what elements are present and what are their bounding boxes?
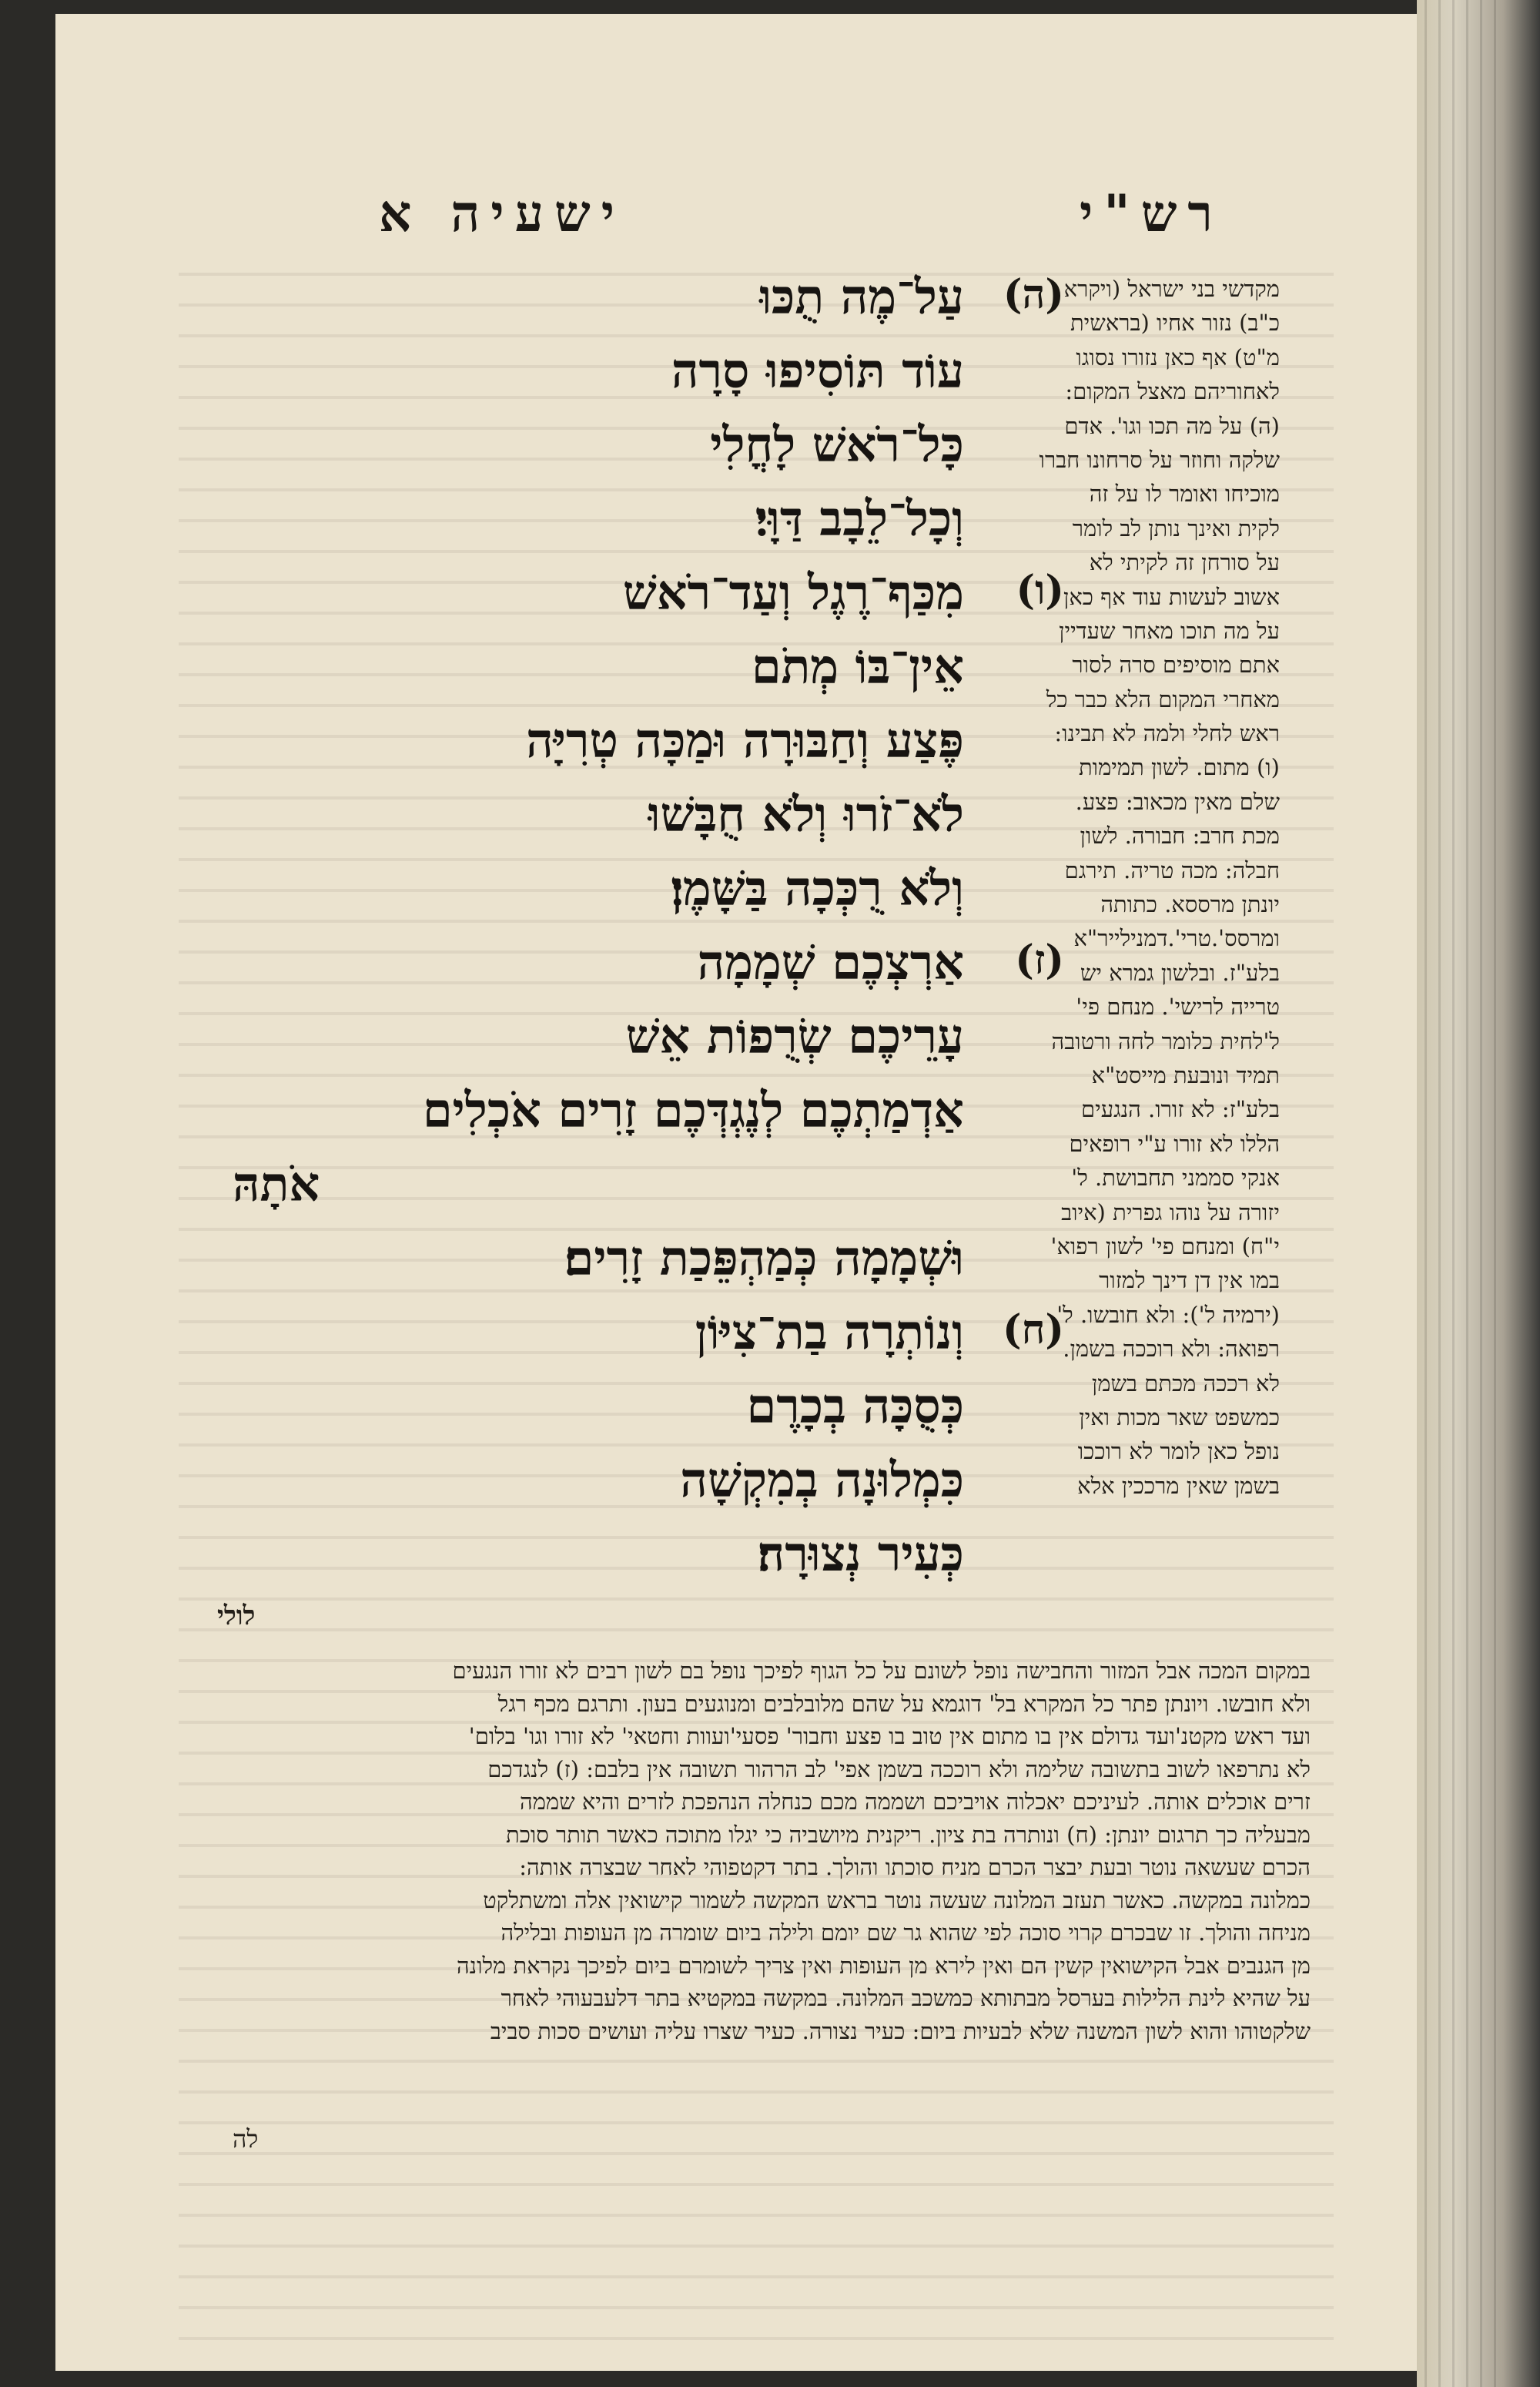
- verse-number: (ה): [1003, 271, 1064, 318]
- verse-text: כְּעִיר נְצוּרָה׃: [757, 1526, 964, 1582]
- verse-line: [171, 1443, 964, 1517]
- rashi-line: יונתן מרססא. כתותה: [1100, 891, 1280, 918]
- verse-text: עַל־מֶה תֻכּוּ: [759, 269, 964, 325]
- verse-text: וּשְׁמָמָה כְּמַהְפֵּכַת זָרִים׃: [564, 1230, 964, 1286]
- verse-line: [171, 334, 964, 408]
- page-edges: [1424, 0, 1502, 2387]
- rashi-line: כמשפט שאר מכות ואין: [1079, 1403, 1280, 1430]
- verse-line: [171, 482, 964, 556]
- commentary-line: מן הגנבים אבל הקישואין קשין הם ואין לירא מן העופות ואין צריך לשומרם ביום לפיכך נקראת מלונה: [457, 1952, 1311, 1979]
- rashi-line: י"ח) ומנחם פי' לשון רפוא': [1050, 1232, 1280, 1259]
- verse-line: [171, 408, 964, 482]
- rashi-line: טרייה לרישי'. מנחם פי': [1076, 994, 1280, 1021]
- verse-number: (ו): [1016, 567, 1064, 614]
- commentary-continuation: [132, 1654, 1311, 2047]
- commentary-line: כמלונה במקשה. כאשר תעזב המלונה שעשה נוטר בראש המקשה לשמור קישואין אלה ומשתלקט: [483, 1886, 1311, 1913]
- verse-text: אַדְמַתְכֶם לְנֶגְדְּכֶם זָרִים אֹכְלִים: [422, 1082, 964, 1138]
- verse-text: אַרְצְכֶם שְׁמָמָה: [697, 934, 964, 991]
- rashi-line: ומרסס'.טרי'.דמנילייר"א: [1073, 925, 1280, 952]
- verse-line: [171, 1148, 964, 1222]
- rashi-line: לקית ואינך נותן לב לומר: [1072, 515, 1280, 541]
- verse-line: [171, 260, 1064, 334]
- verse-column: [171, 260, 1080, 1591]
- verse-text: וְכָל־לֵבָב דַּוָּי׃: [755, 491, 964, 547]
- verse-line: [171, 1074, 964, 1148]
- rashi-line: (ו) מתום. לשון תמימות: [1079, 754, 1280, 781]
- verse-text: כִּמְלוּנָה בְמִקְשָׁה: [680, 1452, 964, 1508]
- running-header-book: ישעיה א: [379, 183, 626, 243]
- final-catchword: לה: [233, 2124, 259, 2154]
- rashi-line: רפואה: ולא רוככה בשמן.: [1063, 1336, 1280, 1363]
- verse-text: עָרֵיכֶם שְׂרֻפוֹת אֵשׁ: [625, 1008, 964, 1064]
- rashi-line: לא רככה מכתם בשמן: [1091, 1370, 1280, 1396]
- verse-line: [171, 1370, 964, 1443]
- verse-text: מִכַּף־רֶגֶל וְעַד־רֹאשׁ: [622, 565, 964, 621]
- verse-line: [171, 926, 1064, 1000]
- rashi-line: ל'לחית כלומר לחה ורטובה: [1051, 1028, 1280, 1054]
- rashi-line: (ה) על מה תכו וגו'. אדם: [1064, 412, 1280, 439]
- verse-number: (ז): [1015, 937, 1064, 984]
- rashi-line: מ"ט) אף כאן נזורו נסוגו: [1076, 344, 1280, 370]
- verse-text: פֶּצַע וְחַבּוּרָה וּמַכָּה טְרִיָּה: [526, 712, 964, 769]
- commentary-line: מניחה והולך. זו שבכרם קרוי סוכה לפי שהוא גר שם יומם ולילה ביום שומרה מן העופות ובלילה: [500, 1919, 1311, 1946]
- running-header-commentary: רש"י: [1080, 183, 1224, 243]
- rashi-line: על מה תוכו מאחר שעדיין: [1059, 617, 1280, 644]
- rashi-commentary-column: [1026, 272, 1280, 1503]
- verse-text: כְּסֻכָּה בְכָרֶם: [746, 1378, 964, 1434]
- rashi-line: מאחרי המקום הלא כבר כל: [1046, 686, 1280, 712]
- verse-text: וְלֹא רֻכְּכָה בַּשָּׁמֶן׃: [671, 860, 964, 917]
- rashi-line: יזורה על נוהו גפרית (איוב: [1061, 1199, 1280, 1225]
- rashi-line: תמיד ונובעת מייסט"א: [1091, 1061, 1280, 1088]
- rashi-line: בשמן שאין מרככין אלא: [1077, 1472, 1280, 1499]
- rashi-line: בלע"ז. ובלשון גמרא יש: [1080, 959, 1280, 986]
- rashi-line: ראש לחלי ולמה לא תבינו:: [1054, 720, 1280, 747]
- commentary-line: ועד ראש מקטנ'ועד גדולם אין בו מתום אין טוב בו פצע וחבור' פסעי'ועוות וחטאי' לא זורו וגו' בלום': [468, 1723, 1311, 1749]
- commentary-line: זרים אוכלים אותה. לעיניכם יאכלוה אויביכם ושממה מכם כנחלה הנהפכת לזרים והיא שממה: [520, 1789, 1311, 1815]
- rashi-line: במו אין דן דינך למזור: [1099, 1267, 1280, 1294]
- verse-line: [171, 704, 964, 778]
- rashi-line: (ירמיה ל'): ולא חובשו. ל': [1056, 1301, 1280, 1328]
- rashi-line: מכת חרב: חבורה. לשון: [1080, 823, 1280, 850]
- rashi-line: נופל כאן לומר לא רוככו: [1077, 1438, 1280, 1465]
- rashi-line: אשוב לעשות עוד אף כאן: [1063, 583, 1280, 610]
- verse-line: [171, 852, 964, 926]
- verse-number: (ח): [1003, 1306, 1064, 1353]
- verse-line: [171, 1517, 964, 1591]
- verse-text: לֹא־זֹרוּ וְלֹא חֻבָּשׁוּ: [648, 786, 964, 843]
- verse-text: עוֹד תּוֹסִיפוּ סָרָה: [671, 343, 964, 399]
- verse-text: כָּל־רֹאשׁ לָחֳלִי: [710, 417, 964, 473]
- verse-text: אֵין־בּוֹ מְתֹם: [751, 639, 964, 695]
- rashi-line: אתם מוסיפים סרה לסור: [1072, 652, 1280, 679]
- commentary-line: במקום המכה אבל המזור והחבישה נופל לשונם על כל הגוף לפיכך נופל בם לשון רבים לא זורו הנגעים: [452, 1658, 1311, 1684]
- rashi-line: לאחוריהם מאצל המקום:: [1065, 378, 1280, 405]
- verse-line: [171, 1000, 964, 1074]
- rashi-line: מקדשי בני ישראל (ויקרא: [1063, 276, 1280, 302]
- rashi-line: כ"ב) נזור אחיו (בראשית: [1070, 310, 1280, 337]
- commentary-line: לא נתרפאו לשוב בתשובה שלימה ולא רוככה בשמן אפי' לב הרהור תשובה אין בלבם: (ז) לנגדכם: [487, 1755, 1311, 1782]
- rashi-line: חבלה: מכה טריה. תירגם: [1064, 857, 1280, 883]
- verse-text: וְנוֹתְרָה בַת־צִיּוֹן: [695, 1304, 964, 1360]
- commentary-line: שלקטוהו והוא לשון המשנה שלא לבעיות ביום: כעיר נצורה. כעיר שצרו עליה ועושים סכות סביב: [490, 2017, 1311, 2044]
- commentary-line: מבעליה כך תרגום יונתן: (ח) ונותרה בת ציון. ריקנית מיושביה כי יגלו מתוכה כאשר תותר סוכת: [506, 1821, 1311, 1848]
- verse-line: [171, 1296, 1064, 1370]
- rashi-line: על סורחן זה לקיתי לא: [1089, 549, 1280, 576]
- rashi-line: בלע"ז: לא זורו. הנגעים: [1081, 1096, 1280, 1123]
- commentary-line: על שהיא לינת הלילות בערסל מבתותא כמשכב המלונה. במקשה במקטיא בתר דלעבעוהי לאחר: [500, 1985, 1311, 2011]
- rashi-line: מוכיחו ואומר לו על זה: [1089, 481, 1280, 508]
- rashi-line: אנקי סממני תחבושת. ל': [1071, 1165, 1280, 1192]
- verse-line: [171, 778, 964, 852]
- rashi-line: שלם מאין מכאוב: פצע.: [1075, 788, 1280, 815]
- commentary-line: ולא חובשו. ויונתן פתר כל המקרא בל' דוגמא על שהם מלובלבים ומנוגעים בעון. ותרגם מכף רגל: [497, 1690, 1311, 1717]
- commentary-line: הכרם שעשאה נוטר ובעת יבצר הכרם מניח סוכתו והולך. בתר דקטפוהי לאחר שבצרה אותה:: [519, 1854, 1311, 1880]
- book-page: [55, 14, 1472, 2371]
- verse-line: [171, 630, 964, 704]
- verse-line: [171, 556, 1064, 630]
- catchword: לולי: [217, 1601, 256, 1631]
- verse-line: [171, 1222, 964, 1296]
- verse-text: אֹתָהּ: [233, 1156, 320, 1212]
- rashi-line: שלקה וחוזר על סרחונו חברו: [1039, 446, 1280, 473]
- rashi-line: הללו לא זורו ע"י רופאים: [1069, 1130, 1280, 1157]
